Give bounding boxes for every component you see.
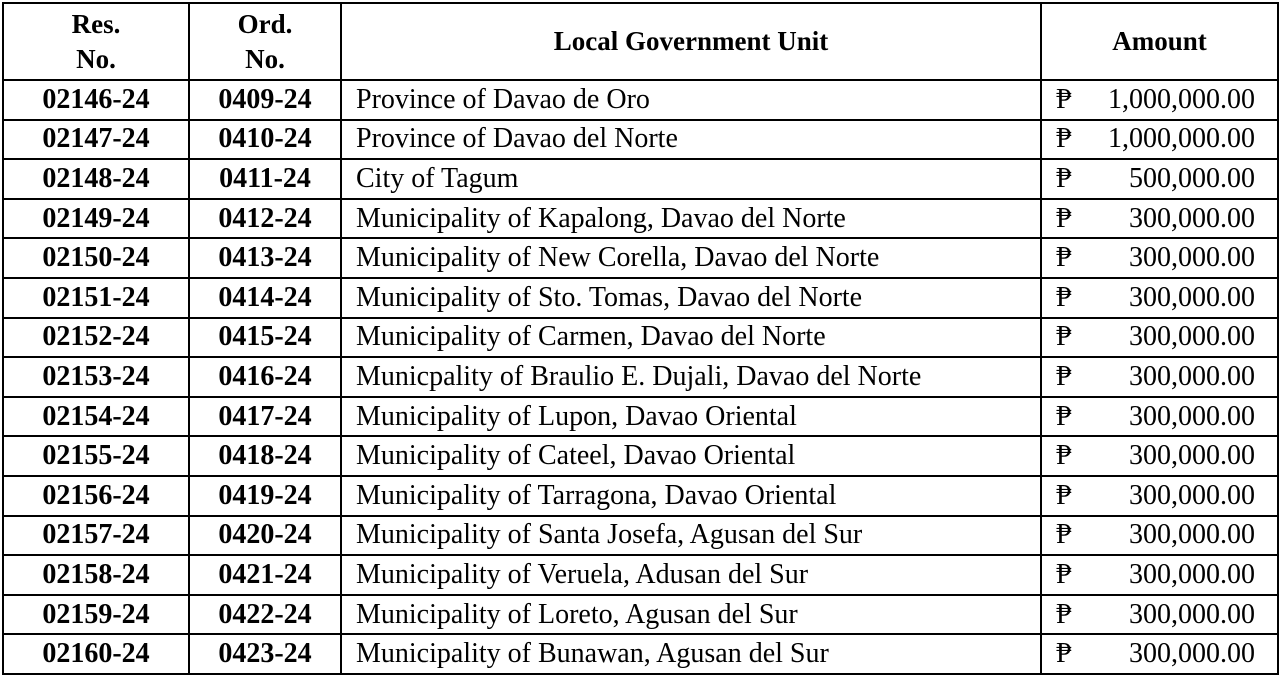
ord-no-header-line2: No. [245, 43, 285, 74]
table-row [3, 397, 1278, 437]
peso-sign: ₱ [1056, 638, 1072, 670]
amount-value: 300,000.00 [1129, 598, 1255, 630]
lgu-cell: Province of Davao de Oro [341, 80, 1041, 120]
lgu-cell: Municipality of Kapalong, Davao del Norte [341, 199, 1041, 239]
res-no-cell: 02149-24 [3, 199, 189, 239]
table-row [3, 318, 1278, 358]
amount-wrapper [1056, 399, 1255, 435]
lgu-cell: Municipality of Santa Josefa, Agusan del Sur [341, 516, 1041, 556]
amount-value: 300,000.00 [1129, 360, 1255, 392]
amount-value: 300,000.00 [1129, 519, 1255, 551]
amount-value: 300,000.00 [1129, 440, 1255, 472]
ord-no-cell: 0419-24 [189, 476, 341, 516]
res-no-header-line1: Res. [71, 8, 121, 39]
res-no-cell: 02154-24 [3, 397, 189, 437]
amount-value: 300,000.00 [1129, 281, 1255, 313]
table-row [3, 159, 1278, 199]
amount-cell [1041, 357, 1278, 397]
amount-value: 300,000.00 [1129, 400, 1255, 432]
peso-sign: ₱ [1056, 321, 1072, 353]
amount-cell [1041, 278, 1278, 318]
amount-wrapper [1056, 121, 1255, 157]
peso-sign: ₱ [1056, 558, 1072, 590]
res-no-cell: 02147-24 [3, 120, 189, 160]
ord-no-cell: 0422-24 [189, 595, 341, 635]
ord-no-cell: 0415-24 [189, 318, 341, 358]
res-no-cell: 02152-24 [3, 318, 189, 358]
ord-no-cell: 0413-24 [189, 238, 341, 278]
amount-cell [1041, 555, 1278, 595]
ord-no-cell: 0418-24 [189, 436, 341, 476]
ord-no-cell: 0410-24 [189, 120, 341, 160]
table-row [3, 634, 1278, 674]
table-row [3, 80, 1278, 120]
table-header [3, 3, 1278, 80]
ord-no-cell: 0409-24 [189, 80, 341, 120]
amount-value: 300,000.00 [1129, 242, 1255, 274]
table-row [3, 357, 1278, 397]
amount-value: 300,000.00 [1129, 638, 1255, 670]
amount-cell [1041, 120, 1278, 160]
amount-wrapper [1056, 319, 1255, 355]
amount-value: 300,000.00 [1129, 479, 1255, 511]
amount-wrapper [1056, 240, 1255, 276]
amount-wrapper [1056, 82, 1255, 118]
table-row [3, 595, 1278, 635]
amount-wrapper [1056, 517, 1255, 553]
peso-sign: ₱ [1056, 400, 1072, 432]
amount-wrapper [1056, 597, 1255, 633]
amount-wrapper [1056, 636, 1255, 672]
amount-wrapper [1056, 161, 1255, 197]
peso-sign: ₱ [1056, 162, 1072, 194]
ord-no-cell: 0420-24 [189, 516, 341, 556]
lgu-cell: Municipality of Lupon, Davao Oriental [341, 397, 1041, 437]
table-row [3, 238, 1278, 278]
lgu-cell: Province of Davao del Norte [341, 120, 1041, 160]
lgu-cell: Municipality of Sto. Tomas, Davao del Norte [341, 278, 1041, 318]
header-row [3, 3, 1278, 80]
table-row [3, 436, 1278, 476]
amount-value: 500,000.00 [1129, 162, 1255, 194]
res-no-cell: 02156-24 [3, 476, 189, 516]
peso-sign: ₱ [1056, 242, 1072, 274]
lgu-cell: Municipality of New Corella, Davao del Norte [341, 238, 1041, 278]
table-row [3, 476, 1278, 516]
amount-cell [1041, 238, 1278, 278]
amount-wrapper [1056, 557, 1255, 593]
res-no-cell: 02159-24 [3, 595, 189, 635]
amount-cell [1041, 318, 1278, 358]
lgu-cell: Municipality of Tarragona, Davao Oriental [341, 476, 1041, 516]
table-row [3, 120, 1278, 160]
lgu-cell: Municipality of Cateel, Davao Oriental [341, 436, 1041, 476]
peso-sign: ₱ [1056, 598, 1072, 630]
table-row [3, 555, 1278, 595]
peso-sign: ₱ [1056, 519, 1072, 551]
table-row [3, 199, 1278, 239]
amount-cell [1041, 80, 1278, 120]
table-row [3, 278, 1278, 318]
ord-no-header [189, 3, 341, 80]
amount-wrapper [1056, 359, 1255, 395]
res-no-cell: 02157-24 [3, 516, 189, 556]
ord-no-cell: 0411-24 [189, 159, 341, 199]
amount-cell [1041, 397, 1278, 437]
amount-wrapper [1056, 438, 1255, 474]
lgu-cell: Municipality of Carmen, Davao del Norte [341, 318, 1041, 358]
peso-sign: ₱ [1056, 360, 1072, 392]
res-no-cell: 02151-24 [3, 278, 189, 318]
amount-wrapper [1056, 478, 1255, 514]
peso-sign: ₱ [1056, 281, 1072, 313]
res-no-cell: 02155-24 [3, 436, 189, 476]
amount-value: 1,000,000.00 [1108, 83, 1255, 115]
res-no-cell: 02146-24 [3, 80, 189, 120]
peso-sign: ₱ [1056, 440, 1072, 472]
res-no-cell: 02158-24 [3, 555, 189, 595]
amount-value: 1,000,000.00 [1108, 123, 1255, 155]
ord-no-cell: 0416-24 [189, 357, 341, 397]
peso-sign: ₱ [1056, 479, 1072, 511]
res-no-cell: 02148-24 [3, 159, 189, 199]
lgu-header: Local Government Unit [341, 3, 1041, 80]
ord-no-cell: 0412-24 [189, 199, 341, 239]
ord-no-header-line1: Ord. [237, 8, 293, 39]
peso-sign: ₱ [1056, 83, 1072, 115]
lgu-cell: City of Tagum [341, 159, 1041, 199]
ord-no-cell: 0417-24 [189, 397, 341, 437]
amount-wrapper [1056, 280, 1255, 316]
amount-cell [1041, 634, 1278, 674]
amount-cell [1041, 159, 1278, 199]
amount-value: 300,000.00 [1129, 321, 1255, 353]
ord-no-cell: 0421-24 [189, 555, 341, 595]
peso-sign: ₱ [1056, 202, 1072, 234]
amount-value: 300,000.00 [1129, 558, 1255, 590]
amount-cell [1041, 476, 1278, 516]
lgu-cell: Municipality of Bunawan, Agusan del Sur [341, 634, 1041, 674]
amount-cell [1041, 436, 1278, 476]
amount-cell [1041, 516, 1278, 556]
table-body [3, 80, 1278, 674]
amount-value: 300,000.00 [1129, 202, 1255, 234]
res-no-cell: 02160-24 [3, 634, 189, 674]
peso-sign: ₱ [1056, 123, 1072, 155]
ord-no-cell: 0423-24 [189, 634, 341, 674]
lgu-cell: Municipality of Veruela, Adusan del Sur [341, 555, 1041, 595]
amount-cell [1041, 595, 1278, 635]
lgu-cell: Municipality of Loreto, Agusan del Sur [341, 595, 1041, 635]
table-row [3, 516, 1278, 556]
res-no-header-line2: No. [76, 43, 116, 74]
res-no-cell: 02153-24 [3, 357, 189, 397]
res-no-header [3, 3, 189, 80]
amount-header: Amount [1041, 3, 1278, 80]
ord-no-cell: 0414-24 [189, 278, 341, 318]
amount-wrapper [1056, 201, 1255, 237]
resolutions-table [2, 2, 1279, 675]
res-no-cell: 02150-24 [3, 238, 189, 278]
amount-cell [1041, 199, 1278, 239]
lgu-cell: Municpality of Braulio E. Dujali, Davao del Norte [341, 357, 1041, 397]
